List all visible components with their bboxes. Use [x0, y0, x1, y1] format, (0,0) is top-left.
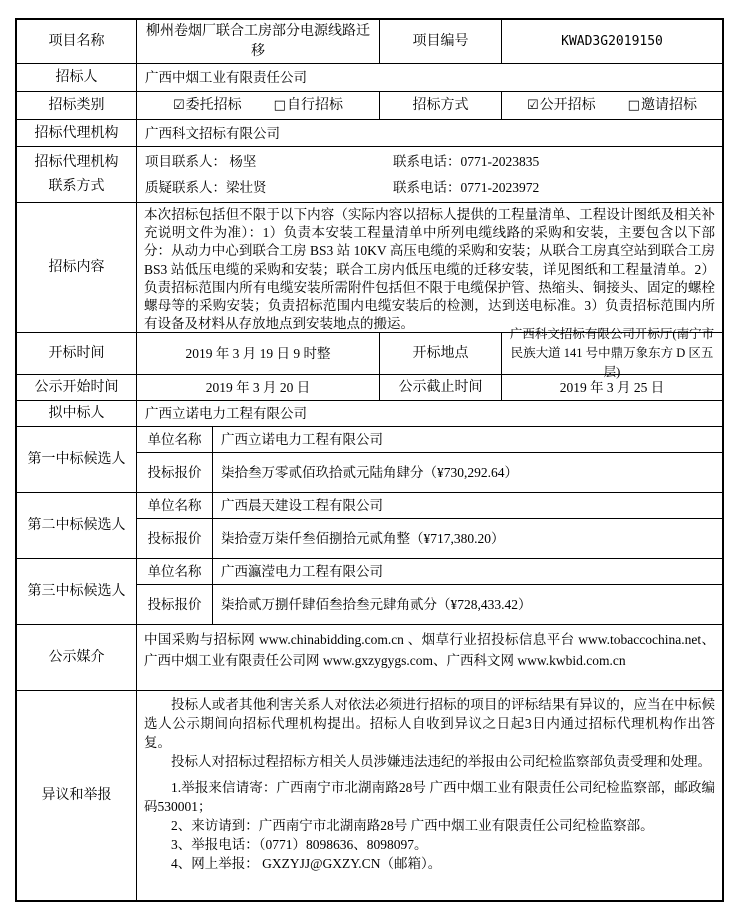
checkbox-checked-icon: ☑	[173, 98, 185, 113]
candidate-3-price: 柒拾贰万捌仟肆佰叁拾叁元肆角贰分（¥728,433.42）	[221, 597, 532, 612]
opening-time-label: 开标时间	[17, 333, 137, 374]
project-contact-person: 项目联系人： 杨坚	[145, 153, 257, 169]
checkbox-unchecked-icon: □	[627, 98, 640, 113]
candidate-3-label: 第三中标候选人	[17, 559, 137, 624]
candidate-2-price: 柒拾壹万柒仟叁佰捌拾元贰角整（¥717,380.20）	[221, 531, 505, 546]
opening-time-value: 2019 年 3 月 19 日 9 时整	[137, 333, 380, 374]
project-name-value: 柳州卷烟厂联合工房部分电源线路迁移	[137, 20, 380, 63]
project-contact-line	[137, 149, 722, 175]
complaints-item-mail: 1.举报来信请寄：广西南宁市北湖南路28号 广西中烟工业有限责任公司纪检监察部，邮政编码530001；	[144, 780, 715, 814]
query-contact-person: 质疑联系人：梁壮贤	[145, 179, 267, 195]
tenderer-value: 广西中烟工业有限责任公司	[145, 70, 307, 85]
option-open-bidding	[527, 96, 596, 115]
candidate-1-price-label: 投标报价	[137, 453, 213, 492]
complaints-item-email: 4、网上举报： GXZYJJ@GXZY.CN（邮箱）。	[171, 856, 442, 871]
publicity-start-label: 公示开始时间	[17, 375, 137, 400]
row-publicity	[17, 375, 722, 401]
row-candidate-1	[17, 427, 722, 493]
candidate-3-name: 广西瀛滢电力工程有限公司	[221, 564, 383, 579]
row-agency	[17, 120, 722, 147]
complaints-item-phone: 3、举报电话：（0771）8098636、8098097。	[171, 837, 428, 852]
agency-contact-label-line1: 招标代理机构	[34, 154, 119, 170]
bid-content-text: 本次招标包括但不限于以下内容（实际内容以招标人提供的工程量清单、工程设计图纸及相关补充说明文件为准）：1）负责本安装工程量清单中所列电缆线路的采购和安装，主要包含以下部分：从动力中心到联合工房 BS3 站 10KV 高压电缆的采购和安装；从联合工房真空站到联合工房 BS3 站低压电缆的采购和安装；联合工房内低压电缆的迁移安装，详见图纸和工程量清单。2）负责招标范围内所有电缆安装所需附件包括但不限于电缆保护管、热缩头、铜接头、固定的螺栓螺母等的采购安装；负责招标范围内电缆安装后的检测，达到送电标准。3）负责招标范围内所有设备及材料从存放地点到安装地点的搬运。	[144, 207, 715, 332]
publicity-end-value: 2019 年 3 月 25 日	[559, 380, 665, 395]
candidate-1-price: 柒拾叁万零贰佰玖拾贰元陆角肆分（¥730,292.64）	[221, 465, 518, 480]
row-project	[17, 20, 722, 64]
project-number-value: KWAD3G2019150	[561, 34, 663, 49]
row-media	[17, 625, 722, 691]
project-contact-phone: 联系电话：0771-2023835	[393, 153, 540, 169]
bid-method-label: 招标方式	[380, 92, 502, 119]
option-label: 邀请招标	[640, 98, 697, 113]
row-complaints	[17, 691, 722, 900]
bid-content-label: 招标内容	[17, 203, 137, 332]
option-label: 自行招标	[286, 98, 343, 113]
candidate-3-price-label: 投标报价	[137, 585, 213, 624]
bid-category-label: 招标类别	[17, 92, 137, 119]
row-bid-category	[17, 92, 722, 120]
row-agency-contact	[17, 147, 722, 203]
complaints-label: 异议和举报	[17, 691, 137, 900]
proposed-winner-label: 拟中标人	[17, 401, 137, 426]
candidate-3-name-label: 单位名称	[137, 559, 213, 584]
row-tenderer	[17, 64, 722, 92]
proposed-winner-value: 广西立诺电力工程有限公司	[145, 406, 307, 421]
candidate-2-label: 第二中标候选人	[17, 493, 137, 558]
media-label: 公示媒介	[17, 625, 137, 690]
agency-value: 广西科文招标有限公司	[145, 125, 280, 141]
publicity-end-label: 公示截止时间	[380, 375, 502, 400]
option-invited-bidding	[628, 96, 697, 115]
row-proposed-winner	[17, 401, 722, 427]
option-label: 公开招标	[539, 98, 596, 113]
candidate-2-name: 广西晨天建设工程有限公司	[221, 498, 383, 513]
checkbox-unchecked-icon: □	[273, 98, 286, 113]
project-name-label: 项目名称	[17, 20, 137, 63]
opening-place-label: 开标地点	[380, 333, 502, 374]
publicity-start-value: 2019 年 3 月 20 日	[137, 375, 380, 400]
agency-contact-label-line2: 联系方式	[48, 178, 105, 194]
complaints-paragraph-report: 投标人对招标过程招标方相关人员涉嫌违法违纪的举报由公司纪检监察部负责受理和处理。	[171, 754, 711, 769]
bid-method-options	[502, 92, 722, 119]
opening-place-value: 广西科文招标有限公司开标厅(南宁市民族大道 141 号中鼎万象东方 D 区五层)	[509, 327, 715, 379]
candidate-1-name: 广西立诺电力工程有限公司	[221, 432, 383, 447]
candidate-2-name-label: 单位名称	[137, 493, 213, 518]
complaints-text	[137, 691, 722, 873]
row-candidate-2	[17, 493, 722, 559]
candidate-1-label: 第一中标候选人	[17, 427, 137, 492]
option-label: 委托招标	[185, 98, 242, 113]
row-opening	[17, 327, 722, 379]
complaints-item-visit: 2、来访请到：广西南宁市北湖南路28号 广西中烟工业有限责任公司纪检监察部。	[171, 818, 654, 833]
checkbox-checked-icon: ☑	[527, 98, 539, 113]
option-self-bidding	[274, 96, 343, 115]
agency-contact-label	[35, 151, 119, 199]
option-entrusted-bidding	[173, 96, 242, 115]
complaints-paragraph-objection: 投标人或者其他利害关系人对依法必须进行招标的项目的评标结果有异议的，应当在中标候选人公示期间向招标代理机构提出。招标人自收到异议之日起3日内通过招标代理机构作出答复。	[144, 697, 715, 750]
row-candidate-3	[17, 559, 722, 625]
bid-category-options	[137, 92, 380, 119]
media-text: 中国采购与招标网 www.chinabidding.com.cn 、烟草行业招投标信息平台 www.tobaccochina.net、广西中烟工业有限责任公司网 www.gxzygygs.com、广西科文网 www.kwbid.com.cn	[144, 632, 715, 668]
query-contact-line	[137, 175, 722, 201]
row-bid-content	[17, 203, 722, 333]
bid-announcement-table	[15, 18, 724, 902]
candidate-1-name-label: 单位名称	[137, 427, 213, 452]
query-contact-phone: 联系电话：0771-2023972	[393, 179, 540, 195]
candidate-2-price-label: 投标报价	[137, 519, 213, 558]
agency-label: 招标代理机构	[17, 120, 137, 146]
project-number-label: 项目编号	[380, 20, 502, 63]
tenderer-label: 招标人	[17, 64, 137, 91]
